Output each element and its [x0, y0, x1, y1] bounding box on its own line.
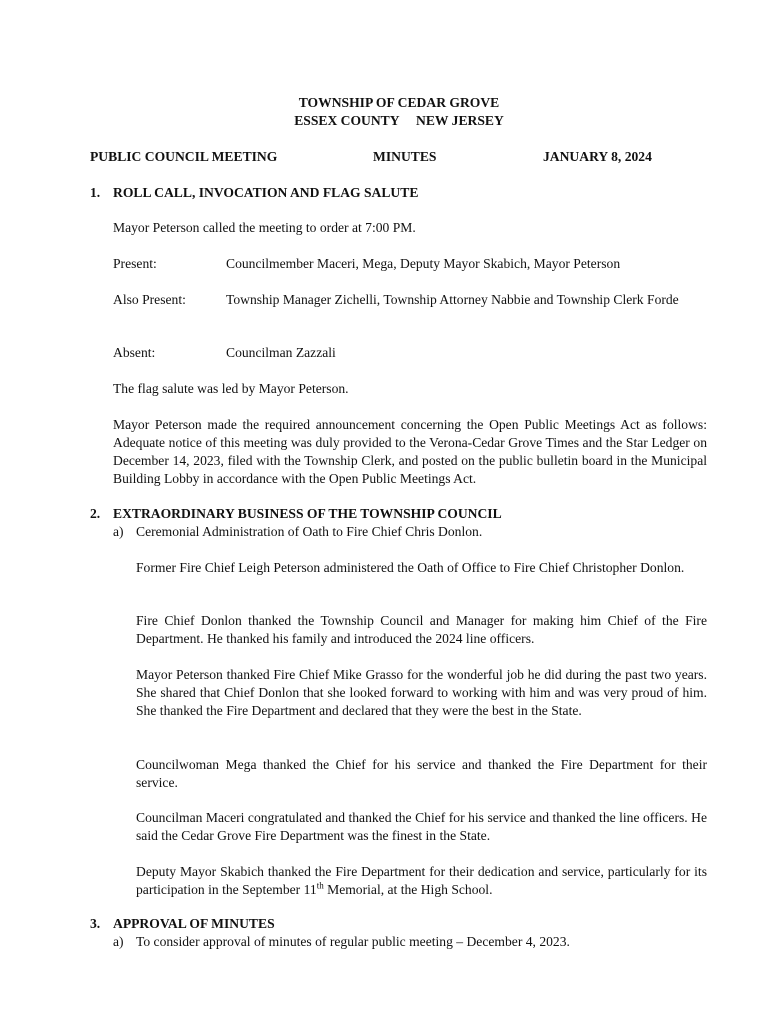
township-title: TOWNSHIP OF CEDAR GROVE [298, 95, 500, 110]
also-present-value: Township Manager Zichelli, Township Attorney Nabbie and Township Clerk Forde [226, 292, 679, 307]
oath-paragraph: Former Fire Chief Leigh Peterson administered the Oath of Office to Fire Chief Christopher Donlon. [136, 560, 685, 575]
present-value: Councilmember Maceri, Mega, Deputy Mayor Skabich, Mayor Peterson [226, 256, 621, 271]
section-1-heading: ROLL CALL, INVOCATION AND FLAG SALUTE [113, 185, 419, 200]
section-3-number: 3. [90, 916, 101, 931]
section-2-number: 2. [90, 506, 101, 521]
skabich-remarks-tail: Memorial, at the High School. [323, 882, 493, 897]
maceri-remarks-paragraph: Councilman Maceri congratulated and thanked the Chief for his service and thanked the line officers. He said the Cedar Grove Fire Department was the finest in the State. [136, 810, 707, 843]
section-1-number: 1. [90, 185, 101, 200]
section-2-heading: EXTRAORDINARY BUSINESS OF THE TOWNSHIP COUNCIL [113, 506, 502, 521]
document-type: MINUTES [373, 149, 437, 164]
item-2a-marker: a) [113, 524, 124, 539]
call-to-order-text: Mayor Peterson called the meeting to order at 7:00 PM. [113, 220, 416, 235]
skabich-remarks-text: Deputy Mayor Skabich thanked the Fire Department for their dedication and service, particularly for its participation in the September 11 [136, 864, 707, 897]
opma-announcement: Mayor Peterson made the required announcement concerning the Open Public Meetings Act as follows: Adequate notice of this meeting was duly provided to the Verona-Cedar Grove Times and the Star Ledger on December 14, 2023, filed with the Township Clerk, and posted on the public bulletin board in the Municipal Building Lobby in accordance with the Open Public Meetings Act. [113, 417, 707, 486]
county-state-line: ESSEX COUNTY NEW JERSEY [294, 113, 504, 128]
absent-label: Absent: [113, 345, 156, 360]
skabich-remarks-paragraph [136, 863, 707, 899]
also-present-label: Also Present: [113, 292, 186, 307]
meeting-date: JANUARY 8, 2024 [543, 149, 652, 164]
item-3a-marker: a) [113, 934, 124, 949]
flag-salute-text: The flag salute was led by Mayor Peterson. [113, 381, 349, 396]
item-2a-text: Ceremonial Administration of Oath to Fire Chief Chris Donlon. [136, 524, 483, 539]
section-3-heading: APPROVAL OF MINUTES [113, 916, 275, 931]
chief-thanks-paragraph: Fire Chief Donlon thanked the Township Council and Manager for making him Chief of the Fire Department. He thanked his family and introduced the 2024 line officers. [136, 613, 707, 646]
item-3a-text: To consider approval of minutes of regular public meeting – December 4, 2023. [136, 934, 570, 949]
present-label: Present: [113, 256, 157, 271]
absent-value: Councilman Zazzali [226, 345, 336, 360]
mayor-remarks-paragraph: Mayor Peterson thanked Fire Chief Mike Grasso for the wonderful job he did during the past two years. She shared that Chief Donlon that she looked forward to working with him and was very proud of him. She thanked the Fire Department and declared that they were the best in the State. [136, 667, 707, 718]
ordinal-suffix: th [316, 880, 324, 891]
mega-remarks-paragraph: Councilwoman Mega thanked the Chief for his service and thanked the Fire Department for their service. [136, 757, 707, 790]
meeting-type: PUBLIC COUNCIL MEETING [90, 149, 278, 164]
